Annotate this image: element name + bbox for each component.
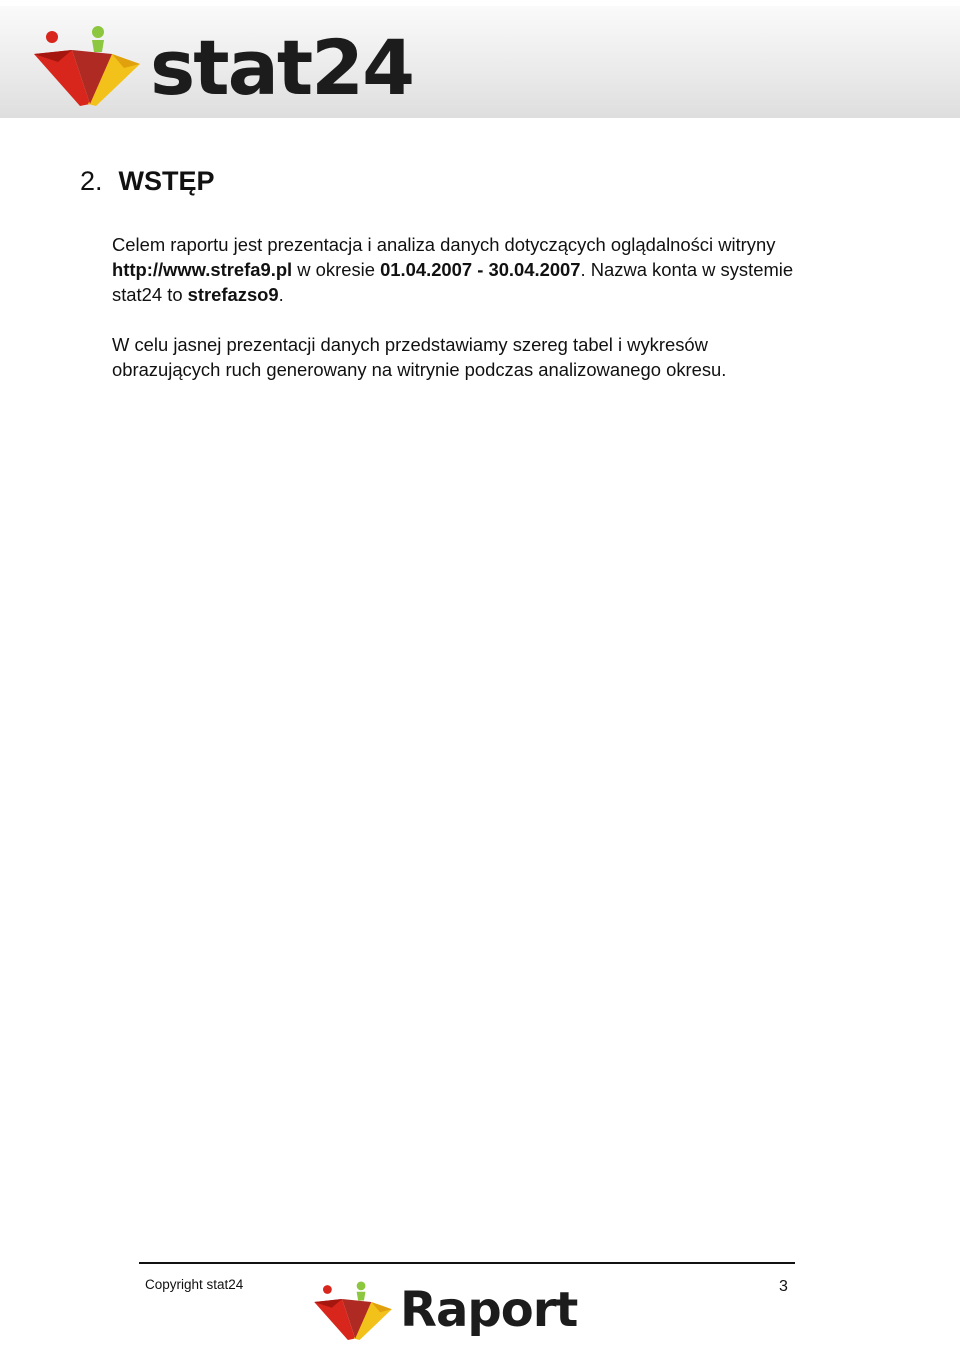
site-url: http://www.strefa9.pl: [112, 259, 293, 280]
section-heading: [80, 166, 215, 197]
page-number: 3: [779, 1278, 788, 1295]
stat24-wordmark: stat24: [150, 23, 413, 112]
text-run: . Nazwa konta w systemie stat24 to: [112, 259, 794, 305]
copyright-text: Copyright stat24: [145, 1277, 244, 1292]
header-band: [0, 6, 960, 118]
text-run: .: [278, 284, 284, 305]
section-number: 2.: [80, 166, 103, 196]
stat24-logo-icon: [32, 24, 142, 106]
raport-wordmark: Raport: [400, 1282, 578, 1338]
intro-paragraph: [112, 232, 802, 307]
account-name: strefazso9: [187, 284, 279, 305]
description-paragraph: W celu jasnej prezentacji danych przedstawiamy szereg tabel i wykresów obrazujących ruch generowany na witrynie podczas analizowanego okresu.: [112, 334, 727, 380]
stat24-logo-icon: [312, 1280, 394, 1340]
section-title: WSTĘP: [118, 166, 215, 196]
text-run: Celem raportu jest prezentacja i analiza danych dotyczących oglądalności witryny: [112, 234, 776, 255]
text-run: w okresie: [292, 259, 381, 280]
date-range: 01.04.2007 - 30.04.2007: [380, 259, 581, 280]
footer-divider: [139, 1262, 795, 1264]
